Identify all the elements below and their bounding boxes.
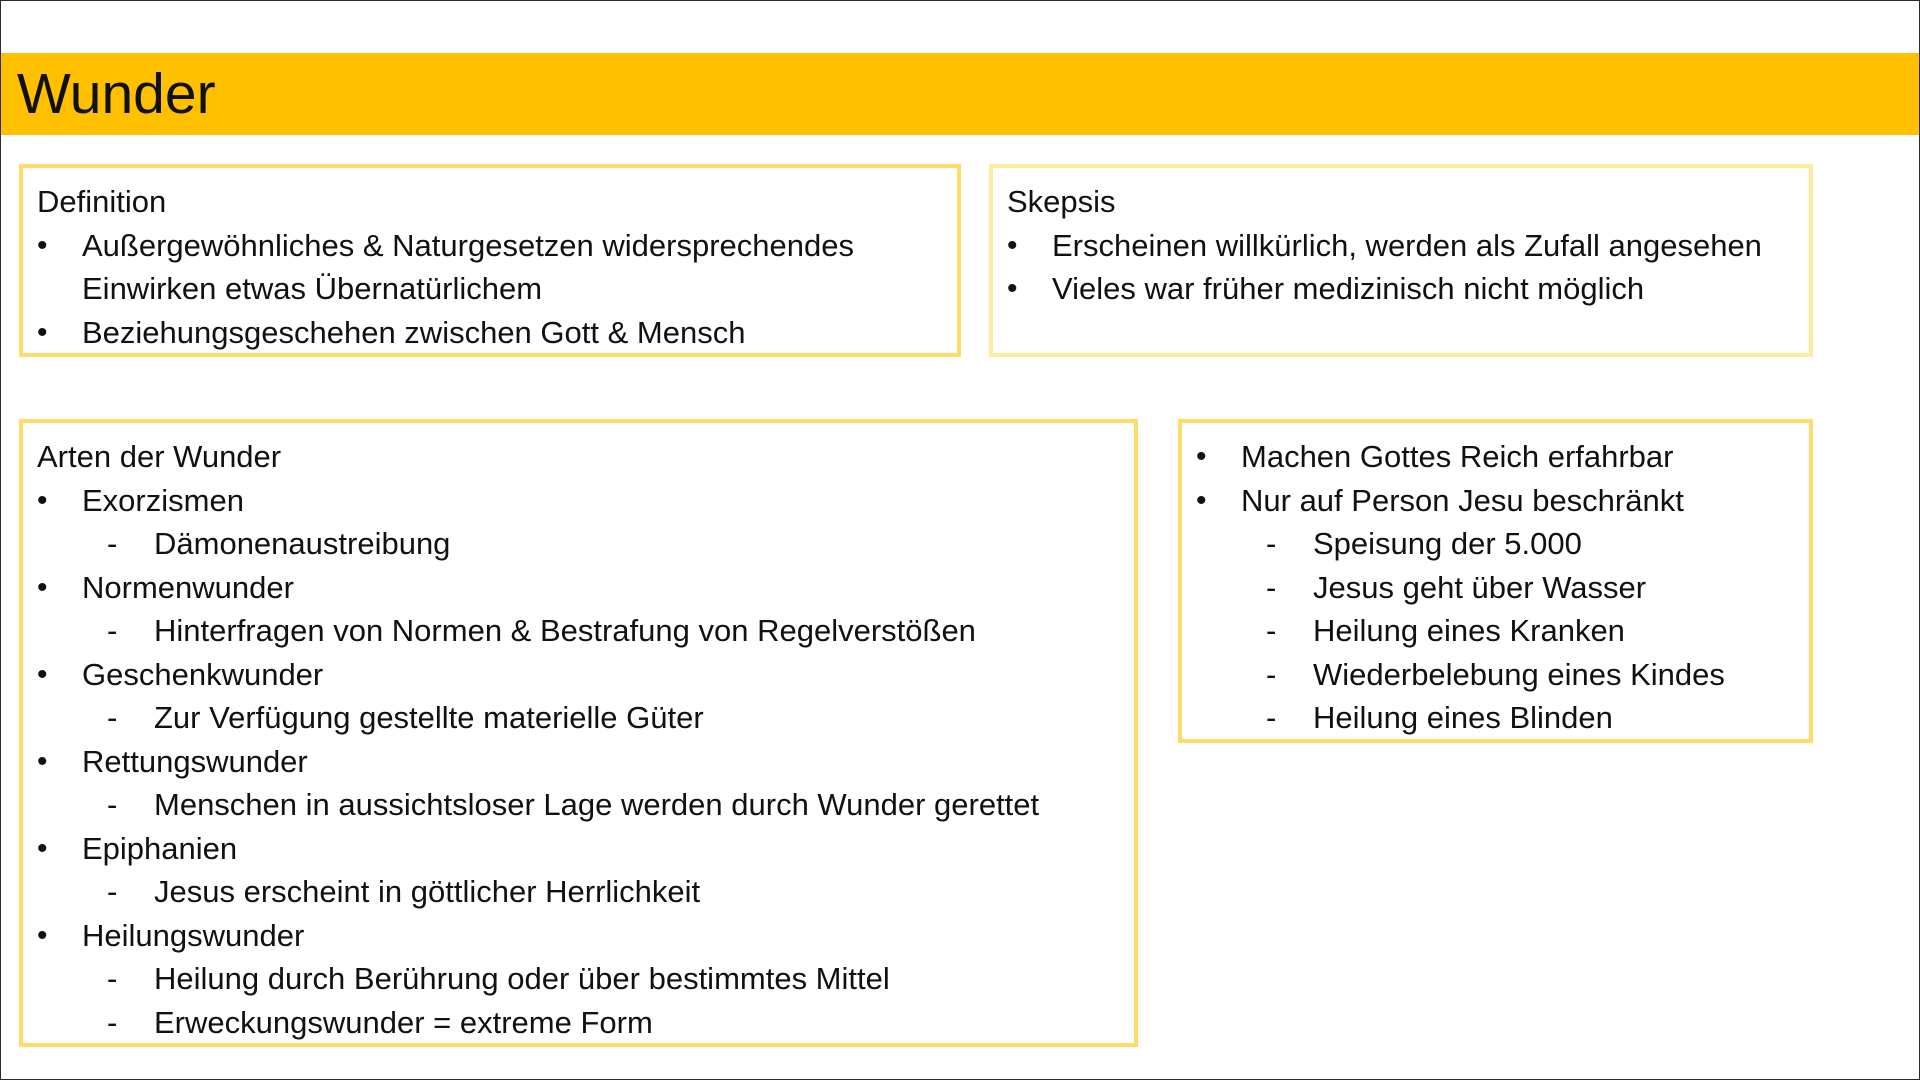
sub-list [1241, 522, 1795, 740]
dash-icon: - [107, 874, 118, 909]
dash-icon: - [107, 787, 118, 822]
sub-list [82, 696, 1120, 740]
sub-list-item-text: Heilung eines Blinden [1313, 700, 1613, 735]
bullet-icon: • [37, 483, 48, 517]
dash-icon: - [1266, 656, 1277, 692]
sub-list-item [82, 522, 1120, 566]
skepsis-box [989, 164, 1813, 357]
bullet-icon: • [1007, 228, 1018, 262]
sub-list [82, 609, 1120, 653]
sub-list-item-text: Jesus geht über Wasser [1313, 569, 1647, 605]
sub-list-item-text: Speisung der 5.000 [1313, 526, 1582, 561]
sub-list-item-text: Heilung eines Kranken [1313, 613, 1625, 648]
sub-list-item [82, 696, 1120, 740]
list-item [37, 224, 943, 311]
arten-heading: Arten der Wunder [37, 439, 282, 474]
sub-list-item [1241, 696, 1795, 740]
list-item-text: Vieles war früher medizinisch nicht möglich [1052, 271, 1645, 306]
list-item [37, 311, 943, 355]
list-item [37, 566, 1120, 653]
skepsis-heading: Skepsis [1007, 184, 1116, 219]
bullet-icon: • [37, 657, 48, 691]
list-item-text: Beziehungsgeschehen zwischen Gott & Mensch [82, 314, 746, 350]
dash-icon: - [1266, 569, 1277, 605]
sub-list-item-text: Heilung durch Berührung oder über bestimmtes Mittel [154, 961, 890, 996]
arten-box [19, 419, 1138, 1047]
definition-heading: Definition [37, 184, 167, 219]
dash-icon: - [1266, 526, 1277, 561]
sub-list-item-text: Jesus erscheint in göttlicher Herrlichkeit [154, 874, 701, 909]
sub-list-item [1241, 522, 1795, 566]
list-item-text: Normenwunder [82, 569, 294, 605]
bullet-icon: • [37, 744, 48, 778]
definition-list [37, 224, 943, 355]
sub-list-item [1241, 653, 1795, 697]
sub-list-item [1241, 609, 1795, 653]
list-item [37, 479, 1120, 566]
list-item-text: Rettungswunder [82, 743, 308, 779]
list-item [37, 740, 1120, 827]
bullet-icon: • [37, 315, 48, 349]
sub-list [82, 522, 1120, 566]
list-item [37, 914, 1120, 1045]
sub-list-item [1241, 566, 1795, 610]
list-item [1007, 267, 1795, 311]
dash-icon: - [107, 526, 118, 561]
arten-list [37, 479, 1120, 1045]
sub-list-item [82, 870, 1120, 914]
bullet-icon: • [1196, 440, 1207, 473]
sub-list-item-text: Menschen in aussichtsloser Lage werden durch Wunder gerettet [154, 787, 1040, 822]
list-item-text: Außergewöhnliches & Naturgesetzen widersprechendes Einwirken etwas Übernatürlichem [82, 227, 854, 306]
sub-list [82, 783, 1120, 827]
list-item-text: Heilungswunder [82, 917, 305, 953]
bullet-icon: • [37, 918, 48, 952]
dash-icon: - [107, 700, 118, 735]
dash-icon: - [1266, 700, 1277, 735]
sub-list-item [82, 609, 1120, 653]
list-item-text: Machen Gottes Reich erfahrbar [1241, 439, 1674, 474]
dash-icon: - [107, 1004, 118, 1040]
list-item [1196, 435, 1795, 479]
list-item-text: Exorzismen [82, 482, 244, 518]
list-item-text: Geschenkwunder [82, 656, 324, 692]
list-item [37, 827, 1120, 914]
bedeutung-box [1178, 419, 1813, 743]
dash-icon: - [1266, 613, 1277, 648]
dash-icon: - [107, 613, 118, 648]
sub-list [82, 870, 1120, 914]
bullet-icon: • [1196, 483, 1207, 517]
list-item [1007, 224, 1795, 268]
page-title: Wunder [17, 62, 216, 126]
dash-icon: - [107, 961, 118, 996]
skepsis-list [1007, 224, 1795, 311]
sub-list-item-text: Erweckungswunder = extreme Form [154, 1004, 653, 1040]
bullet-icon: • [37, 228, 48, 262]
list-item [1196, 479, 1795, 740]
bullet-icon: • [1007, 272, 1018, 305]
sub-list-item-text: Zur Verfügung gestellte materielle Güter [154, 700, 704, 735]
bullet-icon: • [37, 570, 48, 604]
list-item-text: Erscheinen willkürlich, werden als Zufall angesehen [1052, 227, 1762, 263]
list-item-text: Nur auf Person Jesu beschränkt [1241, 482, 1684, 518]
sub-list [82, 957, 1120, 1044]
list-item [37, 653, 1120, 740]
bedeutung-list [1196, 435, 1795, 740]
sub-list-item [82, 957, 1120, 1001]
list-item-text: Epiphanien [82, 830, 238, 866]
sub-list-item [82, 783, 1120, 827]
sub-list-item [82, 1001, 1120, 1045]
title-bar [1, 53, 1919, 135]
sub-list-item-text: Wiederbelebung eines Kindes [1313, 656, 1725, 692]
sub-list-item-text: Hinterfragen von Normen & Bestrafung von Regelverstößen [154, 613, 976, 648]
bullet-icon: • [37, 831, 48, 865]
definition-box [19, 164, 961, 357]
sub-list-item-text: Dämonenaustreibung [154, 526, 451, 561]
